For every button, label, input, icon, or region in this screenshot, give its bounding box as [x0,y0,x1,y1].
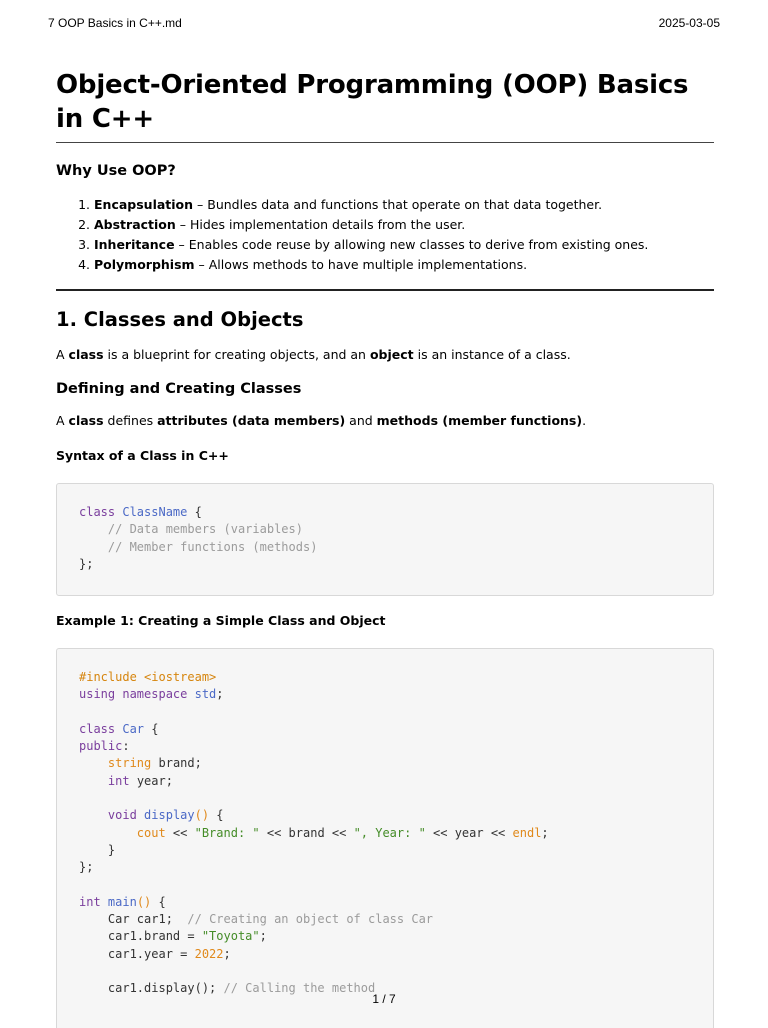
punctuation: ; [259,929,267,944]
list-item [94,215,714,235]
code-line [79,825,691,842]
section-divider [56,289,714,291]
punctuation: { [151,894,166,909]
bold-term: methods (member functions) [376,413,583,428]
bold-term: class [68,347,104,362]
indent [79,912,108,926]
code-line [79,755,691,772]
function-name: display [144,808,195,823]
keyword: using namespace [79,687,188,702]
comment: // Creating an object of class Car [187,912,434,927]
identifier: endl [512,825,542,840]
text: is a blueprint for creating objects, and an [103,347,370,362]
term: Polymorphism [94,257,195,272]
bold-term: object [369,347,414,362]
comment: // Calling the method [223,981,376,996]
list-item [94,235,714,255]
code-line: // Member functions (methods) [79,539,318,554]
description: – Hides implementation details from the user. [175,217,466,232]
code-line-blank [79,704,691,721]
list-item [94,255,714,275]
punctuation: ; [541,825,549,840]
indent [79,774,108,788]
punctuation: } [107,842,116,857]
keyword: public [79,739,123,754]
code-line: }; [79,860,94,875]
classes-intro-paragraph [56,345,714,365]
type-name: ClassName [122,505,188,519]
syntax-heading: Syntax of a Class in C++ [56,448,229,463]
type-name: Car [122,721,145,736]
punctuation: { [209,808,224,823]
string-literal: ", Year: " [353,825,426,840]
parens: () [194,808,210,823]
indent [79,947,108,961]
string-literal: "Brand: " [194,825,260,840]
punctuation: { [144,721,159,736]
example-heading: Example 1: Creating a Simple Class and Object [56,613,386,628]
operator: << [165,825,195,840]
code-line [79,738,691,755]
defining-classes-heading: Defining and Creating Classes [56,381,302,397]
code-line [79,842,691,859]
type-name: int [79,894,101,909]
text: is an instance of a class. [413,347,571,362]
text: . [582,413,587,428]
code-line [79,504,691,521]
code-line [79,686,691,703]
punctuation: ; [216,687,224,702]
keyword: void [107,808,137,823]
text: A [56,347,69,362]
operator: << brand << [259,825,354,840]
punctuation: : [122,739,130,754]
punctuation: { [187,505,202,519]
code-line [79,807,691,824]
bold-term: attributes (data members) [157,413,346,428]
file-name: 7 OOP Basics in C++.md [48,16,182,30]
identifier: cout [136,825,166,840]
classes-objects-heading: 1. Classes and Objects [56,308,304,331]
code-line [79,721,691,738]
function-name: main [107,894,137,909]
car-example-code-block [56,648,714,1028]
code-line-blank [79,877,691,894]
text: defines [103,413,158,428]
type-name: string [107,756,152,771]
code-line-blank [79,963,691,980]
code-line: #include <iostream> [79,670,217,684]
code-line [79,928,691,945]
bold-term: class [68,413,104,428]
print-date: 2025-03-05 [658,16,720,30]
document-content [56,64,714,1028]
code-line [79,911,691,928]
code-text: car1.brand = [107,929,202,944]
list-item [94,195,714,215]
oop-principles-list [56,195,714,275]
number-literal: 2022 [194,946,224,961]
page-number: 1 / 7 [372,992,396,1006]
term: Abstraction [94,217,176,232]
description: – Allows methods to have multiple implementations. [194,257,528,272]
punctuation: ; [223,946,231,961]
string-literal: "Toyota" [201,929,260,944]
term: Encapsulation [94,197,194,212]
indent [79,929,108,943]
code-text: Car car1; [107,912,188,927]
page-title: Object-Oriented Programming (OOP) Basics in C++ [56,64,714,143]
code-line [79,773,691,790]
text: A [56,413,69,428]
code-text: car1.display(); [107,981,224,996]
parens: () [136,894,152,909]
type-name: int [107,773,130,788]
page-header [48,16,720,32]
code-text: brand; [151,756,202,771]
description: – Enables code reuse by allowing new classes to derive from existing ones. [174,237,649,252]
term: Inheritance [94,237,175,252]
code-text: year; [129,773,173,788]
code-line: }; [79,556,94,571]
class-syntax-code-block [56,483,714,596]
text: and [345,413,377,428]
indent [79,843,108,857]
namespace: std [194,687,217,702]
code-line: // Data members (variables) [79,522,303,537]
description: – Bundles data and functions that operate on that data together. [193,197,603,212]
indent [79,826,137,840]
defining-paragraph [56,411,714,431]
indent [79,756,108,770]
code-line-blank [79,790,691,807]
keyword: class [79,505,116,519]
indent [79,808,108,822]
code-line [79,894,691,911]
operator: << year << [425,825,513,840]
keyword: class [79,721,116,736]
why-oop-heading: Why Use OOP? [56,163,176,179]
code-text: car1.year = [107,946,195,961]
code-line [79,946,691,963]
